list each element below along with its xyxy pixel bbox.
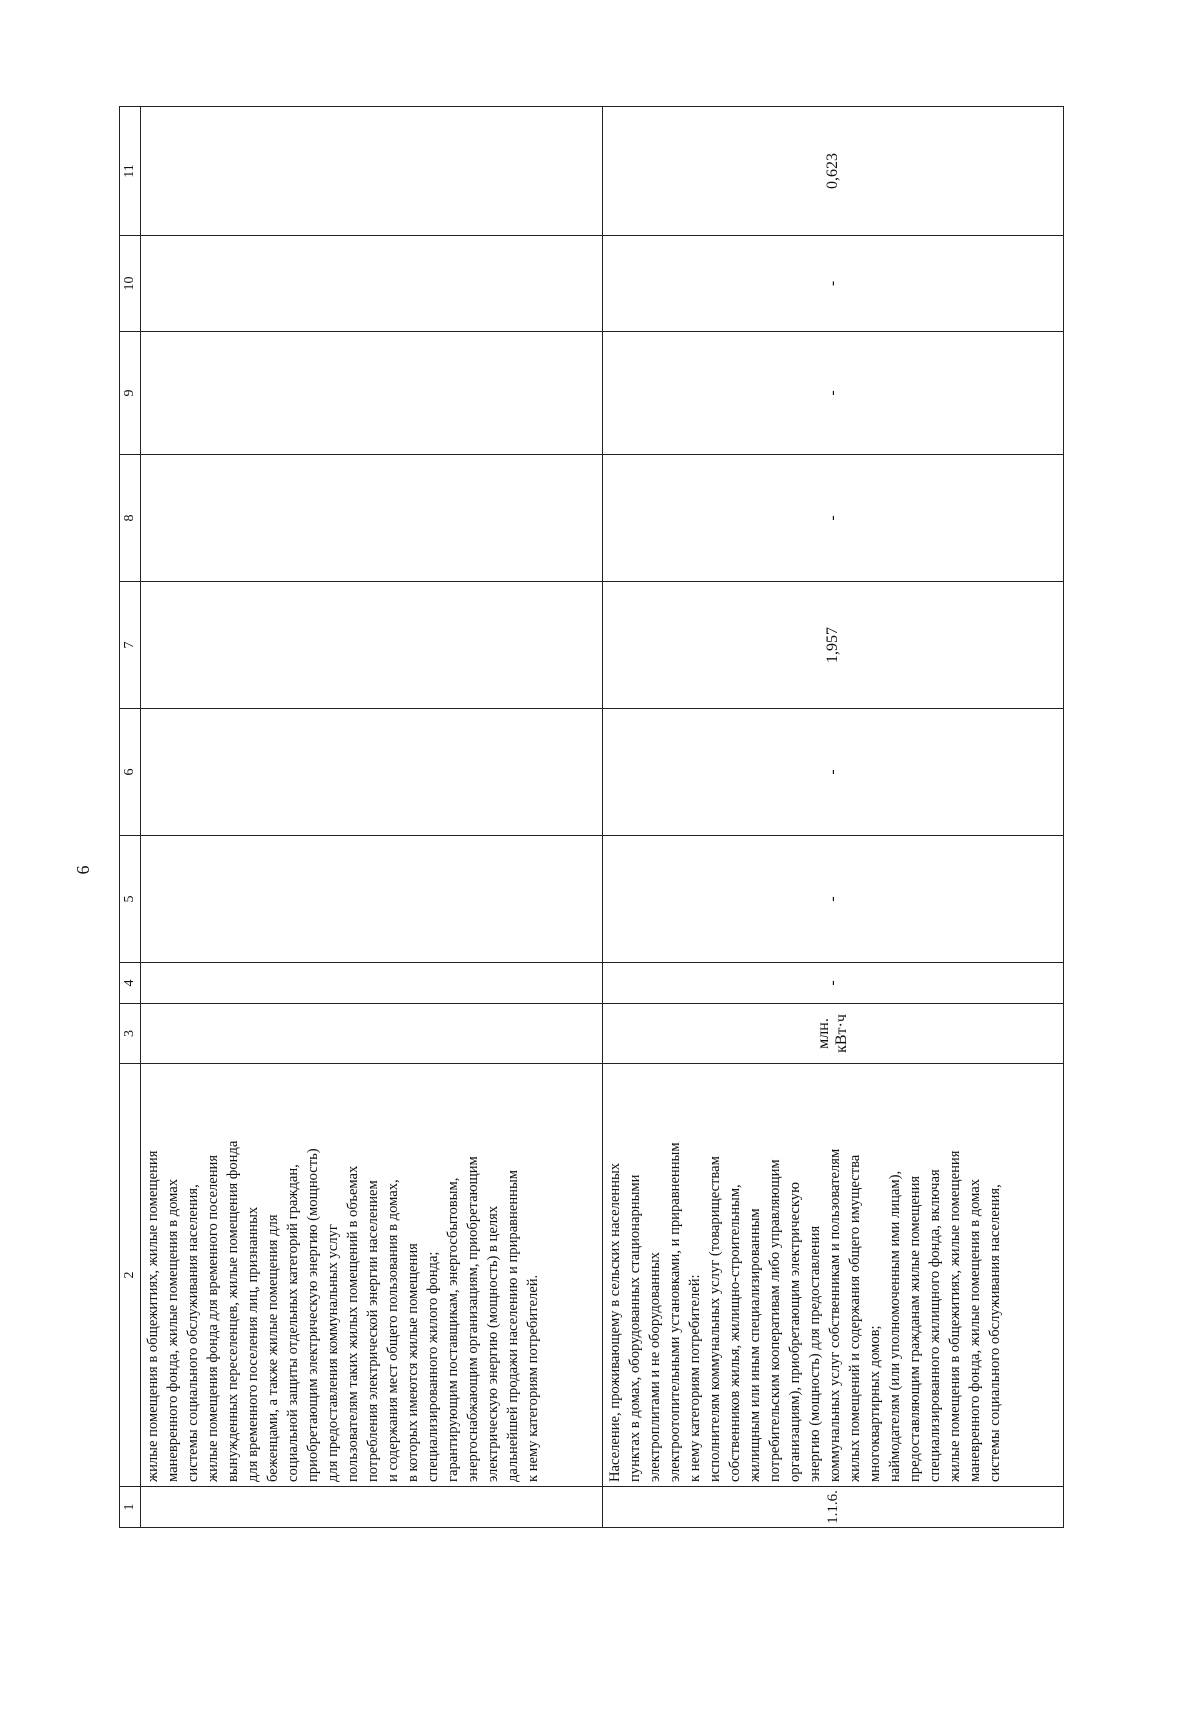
row2-line: системы социального обслуживания населения, bbox=[987, 1184, 1003, 1482]
row2-line: специализированного жилищного фонда, включая bbox=[927, 1169, 943, 1482]
row1-cell-4 bbox=[141, 963, 603, 1004]
table-row-1-1-6 bbox=[603, 107, 1064, 1528]
header-cell-11: 11 bbox=[120, 107, 141, 236]
row1-line: жилые помещения в общежитиях, жилые помещения bbox=[145, 1150, 161, 1482]
header-row bbox=[120, 107, 141, 1528]
row1-cell-3 bbox=[141, 1004, 603, 1064]
header-cell-5: 5 bbox=[120, 836, 141, 963]
table-row-continuation bbox=[141, 107, 603, 1528]
row2-line: жилищным или иным специализированным bbox=[747, 1208, 763, 1482]
header-cell-9: 9 bbox=[120, 332, 141, 455]
row1-line: потребления электрической энергии населением bbox=[365, 1180, 381, 1482]
row1-line: социальной защиты отдельных категорий граждан, bbox=[285, 1164, 301, 1482]
row2-line: потребительским кооперативам либо управляющим bbox=[767, 1159, 783, 1482]
row1-cell-11 bbox=[141, 107, 603, 236]
row2-line: Население, проживающему в сельских населенных bbox=[607, 1162, 623, 1482]
rotated-table-wrapper bbox=[119, 107, 1064, 1528]
row1-line: дальнейшей продажи населению и приравненным bbox=[505, 1169, 521, 1482]
row2-line: собственников жилья, жилищно-строительным, bbox=[727, 1184, 743, 1482]
row1-num-cell bbox=[141, 1487, 603, 1528]
header-cell-8: 8 bbox=[120, 455, 141, 582]
row2-cell-11: 0,623 bbox=[603, 107, 1064, 236]
row1-line: гарантирующим поставщикам, энергосбытовым, bbox=[445, 1177, 461, 1482]
header-cell-4: 4 bbox=[120, 963, 141, 1004]
row2-cell-7: 1,957 bbox=[603, 582, 1064, 709]
row2-line: жилые помещения в общежитиях, жилые помещения bbox=[947, 1150, 963, 1482]
row1-line: беженцами, а также жилые помещения для bbox=[265, 1214, 281, 1482]
tariff-table bbox=[119, 106, 1064, 1528]
page-number: 6 bbox=[73, 865, 93, 875]
row2-cell-10: - bbox=[603, 236, 1064, 332]
row1-line: и содержания мест общего пользования в домах, bbox=[385, 1179, 401, 1482]
row2-cell-4: - bbox=[603, 963, 1064, 1004]
row1-line: жилые помещения фонда для временного поселения bbox=[205, 1154, 221, 1482]
row2-cell-5: - bbox=[603, 836, 1064, 963]
row1-line: энергоснабжающим организациям, приобретающим bbox=[465, 1156, 481, 1482]
row2-description-cell bbox=[603, 1064, 1064, 1487]
header-cell-10: 10 bbox=[120, 236, 141, 332]
row2-line: организациям), приобретающим электрическую bbox=[787, 1182, 803, 1482]
row1-line: системы социального обслуживания населения, bbox=[185, 1184, 201, 1482]
row2-line: наймодателям (или уполномоченным ими лицам), bbox=[887, 1170, 903, 1482]
row2-cell-9: - bbox=[603, 332, 1064, 455]
row1-cell-8 bbox=[141, 455, 603, 582]
row2-cell-6: - bbox=[603, 709, 1064, 836]
row1-cell-7 bbox=[141, 582, 603, 709]
header-cell-7: 7 bbox=[120, 582, 141, 709]
header-cell-3: 3 bbox=[120, 1004, 141, 1064]
row1-line: в которых имеются жилые помещения bbox=[405, 1243, 421, 1482]
row1-cell-10 bbox=[141, 236, 603, 332]
row1-cell-5 bbox=[141, 836, 603, 963]
row1-line: пользователям таких жилых помещений в объемах bbox=[345, 1165, 361, 1482]
row2-num-cell: 1.1.6. bbox=[603, 1487, 1064, 1528]
row2-line: электроотопительными установками, и приравненным bbox=[667, 1142, 683, 1482]
row1-line: вынужденных переселенцев, жилые помещения фонда bbox=[225, 1140, 241, 1482]
row2-line: электроплитами и не оборудованных bbox=[647, 1252, 663, 1482]
row1-line: для временного поселения лиц, признанных bbox=[245, 1206, 261, 1482]
row1-line: маневренного фонда, жилые помещения в домах bbox=[165, 1178, 181, 1482]
header-cell-1: 1 bbox=[120, 1487, 141, 1528]
row1-description-cell bbox=[141, 1064, 603, 1487]
row1-line: специализированного жилого фонда; bbox=[425, 1251, 441, 1482]
row2-line: пунктах в домах, оборудованных стационарными bbox=[627, 1174, 643, 1482]
row1-line: для предоставления коммунальных услуг bbox=[325, 1224, 341, 1482]
row2-line: энергию (мощность) для предоставления bbox=[807, 1225, 823, 1482]
row2-line: коммунальных услуг собственникам и пользователям bbox=[827, 1148, 843, 1482]
row2-line: исполнителям коммунальных услуг (товариществам bbox=[707, 1156, 723, 1482]
row1-line: к нему категориям потребителей. bbox=[525, 1274, 541, 1482]
row2-line: многоквартирных домов; bbox=[867, 1325, 883, 1482]
row2-line: предоставляющим гражданам жилые помещения bbox=[907, 1175, 923, 1482]
header-cell-2: 2 bbox=[120, 1064, 141, 1487]
row2-line: к нему категориям потребителей: bbox=[687, 1274, 703, 1482]
row1-line: приобретающим электрическую энергию (мощность) bbox=[305, 1148, 321, 1482]
row2-cell-8: - bbox=[603, 455, 1064, 582]
row1-line: электрическую энергию (мощность) в целях bbox=[485, 1205, 501, 1482]
row2-unit-cell: млн. кВт·ч bbox=[603, 1004, 1064, 1064]
row2-line: жилых помещений и содержания общего имущества bbox=[847, 1154, 863, 1482]
row2-line: маневренного фонда, жилые помещения в домах bbox=[967, 1178, 983, 1482]
row1-cell-9 bbox=[141, 332, 603, 455]
row1-cell-6 bbox=[141, 709, 603, 836]
header-cell-6: 6 bbox=[120, 709, 141, 836]
